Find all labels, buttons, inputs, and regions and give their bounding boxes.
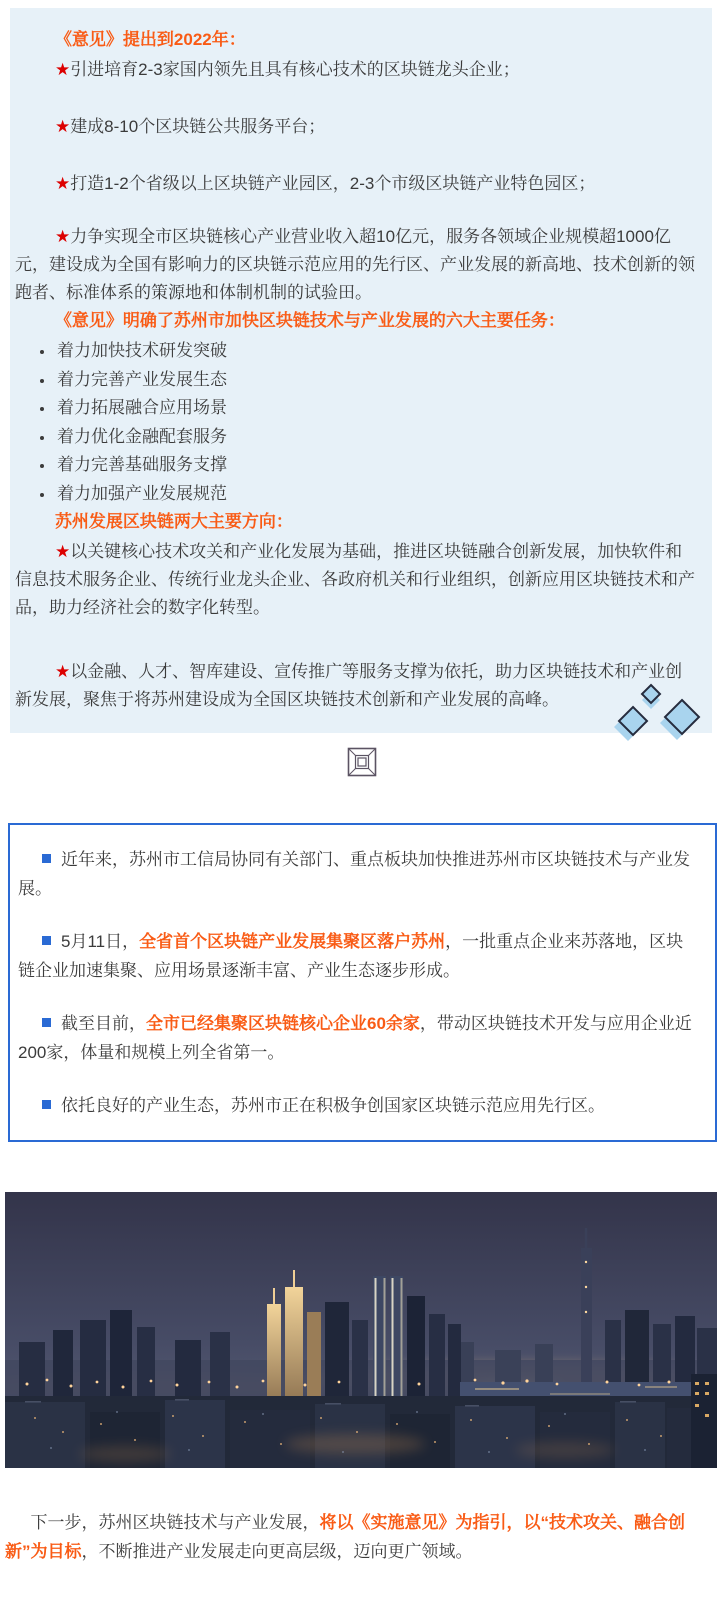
- star-icon: ★: [54, 117, 71, 136]
- city-skyline-photo: [5, 1192, 717, 1468]
- callout-text: ，带动区块链技术开发与应用企业近200家，体量和规模上列全省第一。: [18, 1014, 692, 1062]
- star-icon: ★: [54, 227, 71, 246]
- direction-text: 以金融、人才、智库建设、宣传推广等服务支撑为依托，助力区块链技术和产业创新发展，聚焦于将苏州建设成为全国区块链技术创新和产业发展的高峰。: [15, 662, 683, 709]
- closing-text: 下一步，苏州区块链技术与产业发展，: [30, 1513, 320, 1532]
- square-bullet-icon: [42, 854, 51, 863]
- star-icon: ★: [54, 542, 71, 561]
- goal-text: 建成8-10个区块链公共服务平台；: [70, 117, 326, 136]
- heading-2022-goals: 《意见》提出到2022年：: [54, 30, 246, 49]
- goal-item: [15, 170, 696, 198]
- task-list: [15, 337, 696, 508]
- callout-highlight: 全市已经集聚区块链核心企业60余家: [146, 1014, 420, 1033]
- star-icon: ★: [54, 60, 71, 79]
- direction-item: [15, 538, 696, 622]
- direction-item: [15, 658, 696, 714]
- direction-text: 以关键核心技术攻关和产业化发展为基础，推进区块链融合创新发展，加快软件和信息技术服务企业、传统行业龙头企业、各政府机关和行业组织，创新应用区块链技术和产品，助力经济社会的数字化转型。: [15, 542, 695, 617]
- square-bullet-icon: [42, 1100, 51, 1109]
- closing-text: ，不断推进产业发展走向更高层级，迈向更广领域。: [81, 1542, 473, 1561]
- callout-text: 截至目前，: [61, 1014, 146, 1033]
- task-item: • 着力加快技术研发突破: [55, 337, 696, 366]
- task-item: • 着力完善基础服务支撑: [55, 451, 696, 480]
- policy-highlight-panel: [10, 8, 712, 733]
- diamond-decoration-icon: [606, 681, 708, 747]
- callout-text: 5月11日，: [61, 932, 140, 951]
- closing-highlight: 将以《实施意见》为指引，以“技术攻关、融合创新”为目标: [5, 1513, 685, 1561]
- callout-text: 近年来，苏州市工信局协同有关部门、重点板块加快推进苏州市区块链技术与产业发展。: [18, 850, 690, 898]
- star-icon: ★: [54, 662, 71, 681]
- goal-text: 引进培育2-3家国内领先且具有核心技术的区块链龙头企业；: [70, 60, 520, 79]
- goal-text: 力争实现全市区块链核心产业营业收入超10亿元，服务各领域企业规模超1000亿元，建设成为全国有影响力的区块链示范应用的先行区、产业发展的新高地、技术创新的领跑者、标准体系的策源地和体制机制的试验田。: [15, 227, 695, 302]
- square-bullet-icon: [42, 1018, 51, 1027]
- task-item: • 着力拓展融合应用场景: [55, 394, 696, 423]
- callout-item: [18, 927, 699, 985]
- closing-paragraph: [5, 1508, 718, 1566]
- callout-text: 依托良好的产业生态，苏州市正在积极争创国家区块链示范应用先行区。: [61, 1096, 605, 1115]
- callout-text: ，一批重点企业来苏落地，区块链企业加速集聚、应用场景逐渐丰富、产业生态逐步形成。: [18, 932, 684, 980]
- callout-item: [18, 1009, 699, 1067]
- goal-item: [15, 223, 696, 307]
- heading-six-tasks: 《意见》明确了苏州市加快区块链技术与产业发展的六大主要任务：: [54, 311, 565, 330]
- goal-item: [15, 113, 696, 141]
- nested-squares-divider-icon: [347, 747, 377, 777]
- summary-callout-box: [8, 823, 717, 1142]
- goal-item: [15, 56, 696, 84]
- callout-item: [18, 1091, 699, 1120]
- task-item: • 着力加强产业发展规范: [55, 480, 696, 509]
- task-item: • 着力完善产业发展生态: [55, 366, 696, 395]
- callout-item: [18, 845, 699, 903]
- callout-highlight: 全省首个区块链产业发展集聚区落户苏州: [139, 932, 446, 951]
- task-item: • 着力优化金融配套服务: [55, 423, 696, 452]
- heading-two-directions: 苏州发展区块链两大主要方向：: [54, 512, 293, 531]
- goal-text: 打造1-2个省级以上区块链产业园区，2-3个市级区块链产业特色园区；: [70, 174, 596, 193]
- square-bullet-icon: [42, 936, 51, 945]
- star-icon: ★: [54, 174, 71, 193]
